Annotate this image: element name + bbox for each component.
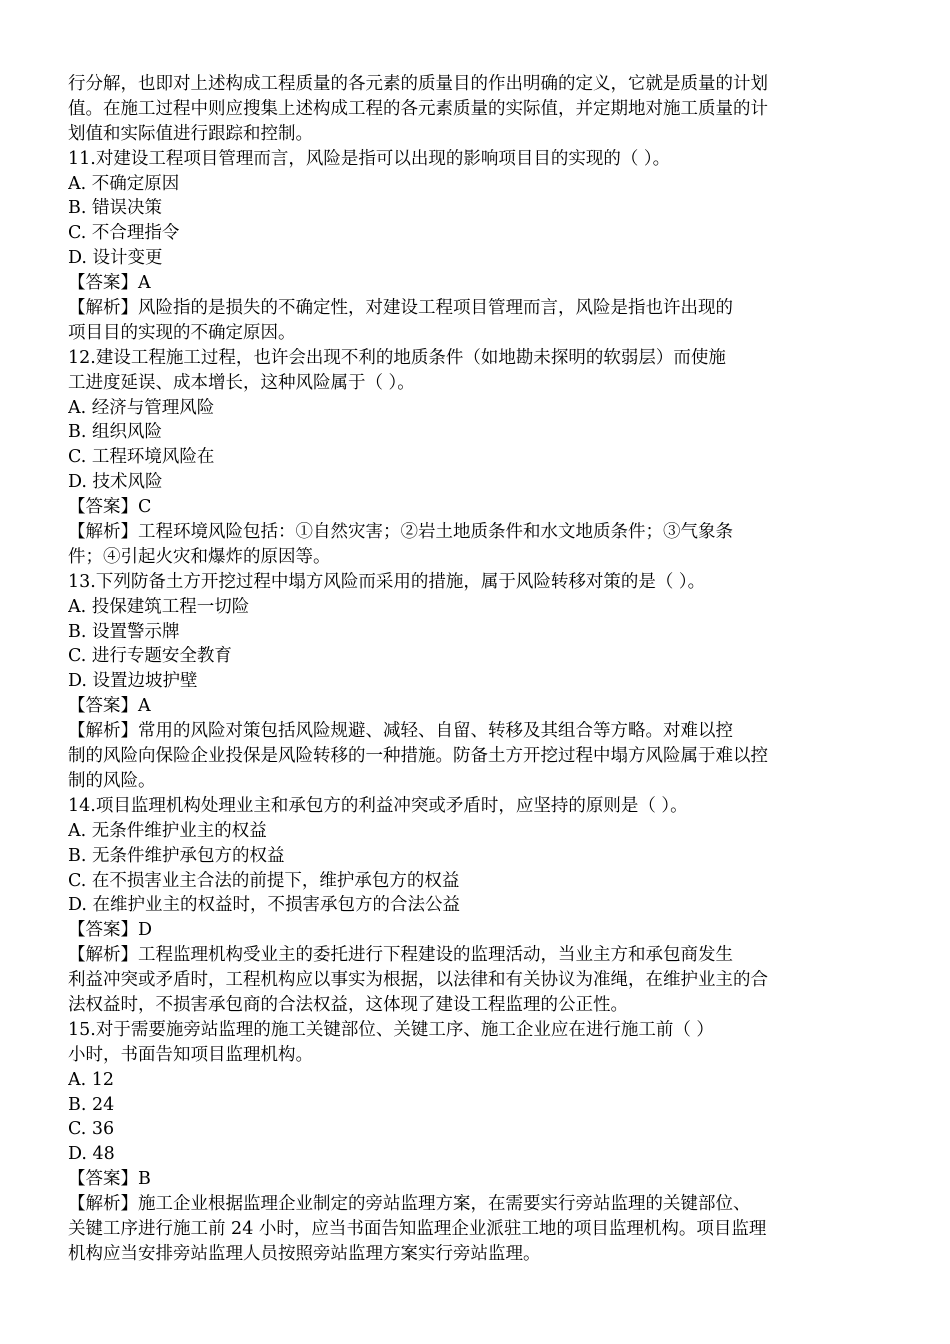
document-page xyxy=(68,72,848,1267)
question-11 xyxy=(68,147,848,346)
analysis-line: 【解析】工程监理机构受业主的委托进行下程建设的监理活动，当业主方和承包商发生 xyxy=(68,945,733,966)
question-12 xyxy=(68,346,848,570)
intro-paragraph xyxy=(68,72,848,147)
question-stem: 15.对于需要施旁站监理的施工关键部位、关键工序、施工企业应在进行施工前（ ） xyxy=(68,1019,714,1040)
option-b: B. 设置警示牌 xyxy=(68,621,180,642)
question-15 xyxy=(68,1018,848,1267)
option-b: B. 24 xyxy=(68,1094,115,1115)
option-c: C. 进行专题安全教育 xyxy=(68,646,232,667)
analysis-line: 机构应当安排旁站监理人员按照旁站监理方案实行旁站监理。 xyxy=(68,1243,541,1264)
option-a: A. 12 xyxy=(68,1069,115,1090)
option-a: A. 不确定原因 xyxy=(68,173,180,194)
option-d: D. 48 xyxy=(68,1144,115,1165)
option-c: C. 工程环境风险在 xyxy=(68,447,215,468)
option-a: A. 经济与管理风险 xyxy=(68,397,215,418)
question-stem: 12.建设工程施工过程，也许会出现不利的地质条件（如地勘未探明的软弱层）而使施 xyxy=(68,347,726,368)
question-stem: 工进度延误、成本增长，这种风险属于（ ）。 xyxy=(68,372,415,393)
option-c: C. 36 xyxy=(68,1119,115,1140)
intro-line: 行分解，也即对上述构成工程质量的各元素的质量目的作出明确的定义，它就是质量的计划 xyxy=(68,74,768,94)
analysis-line: 制的风险。 xyxy=(68,770,156,791)
answer-line: 【答案】A xyxy=(68,273,151,294)
intro-line: 划值和实际值进行跟踪和控制。 xyxy=(68,123,313,144)
question-stem: 13.下列防备土方开挖过程中塌方风险而采用的措施，属于风险转移对策的是（ ）。 xyxy=(68,571,706,592)
answer-line: 【答案】D xyxy=(68,920,153,941)
option-a: A. 投保建筑工程一切险 xyxy=(68,596,250,617)
question-14 xyxy=(68,794,848,1018)
answer-line: 【答案】C xyxy=(68,497,152,518)
question-stem: 小时，书面告知项目监理机构。 xyxy=(68,1044,313,1065)
analysis-line: 【解析】常用的风险对策包括风险规避、减轻、自留、转移及其组合等方略。对难以控 xyxy=(68,721,733,742)
option-d: D. 技术风险 xyxy=(68,472,163,493)
option-c: C. 在不损害业主合法的前提下，维护承包方的权益 xyxy=(68,870,460,891)
analysis-line: 【解析】施工企业根据监理企业制定的旁站监理方案，在需要实行旁站监理的关键部位、 xyxy=(68,1194,751,1215)
analysis-line: 制的风险向保险企业投保是风险转移的一种措施。防备土方开挖过程中塌方风险属于难以控 xyxy=(68,746,768,767)
analysis-line: 利益冲突或矛盾时，工程机构应以事实为根据，以法律和有关协议为准绳，在维护业主的合 xyxy=(68,970,768,991)
question-stem: 11.对建设工程项目管理而言，风险是指可以出现的影响项目目的实现的（ ）。 xyxy=(68,148,671,169)
analysis-line: 项目目的实现的不确定原因。 xyxy=(68,322,296,343)
analysis-line: 件；④引起火灾和爆炸的原因等。 xyxy=(68,546,331,567)
option-d: D. 在维护业主的权益时，不损害承包方的合法公益 xyxy=(68,895,461,916)
option-a: A. 无条件维护业主的权益 xyxy=(68,820,267,841)
answer-line: 【答案】B xyxy=(68,1169,151,1190)
question-13 xyxy=(68,570,848,794)
option-d: D. 设计变更 xyxy=(68,248,163,269)
option-d: D. 设置边坡护壁 xyxy=(68,671,198,692)
analysis-line: 【解析】风险指的是损失的不确定性，对建设工程项目管理而言，风险是指也许出现的 xyxy=(68,298,733,319)
option-b: B. 错误决策 xyxy=(68,198,162,219)
option-b: B. 无条件维护承包方的权益 xyxy=(68,845,285,866)
question-stem: 14.项目监理机构处理业主和承包方的利益冲突或矛盾时，应坚持的原则是（ ）。 xyxy=(68,795,688,816)
analysis-line: 关键工序进行施工前 24 小时，应当书面告知监理企业派驻工地的项目监理机构。项目监理 xyxy=(68,1218,767,1239)
option-c: C. 不合理指令 xyxy=(68,223,180,244)
analysis-line: 【解析】工程环境风险包括：①自然灾害；②岩土地质条件和水文地质条件；③气象条 xyxy=(68,522,733,543)
intro-line: 值。在施工过程中则应搜集上述构成工程的各元素质量的实际值，并定期地对施工质量的计 xyxy=(68,98,768,119)
answer-line: 【答案】A xyxy=(68,696,151,717)
option-b: B. 组织风险 xyxy=(68,422,162,443)
analysis-line: 法权益时，不损害承包商的合法权益，这体现了建设工程监理的公正性。 xyxy=(68,994,628,1015)
